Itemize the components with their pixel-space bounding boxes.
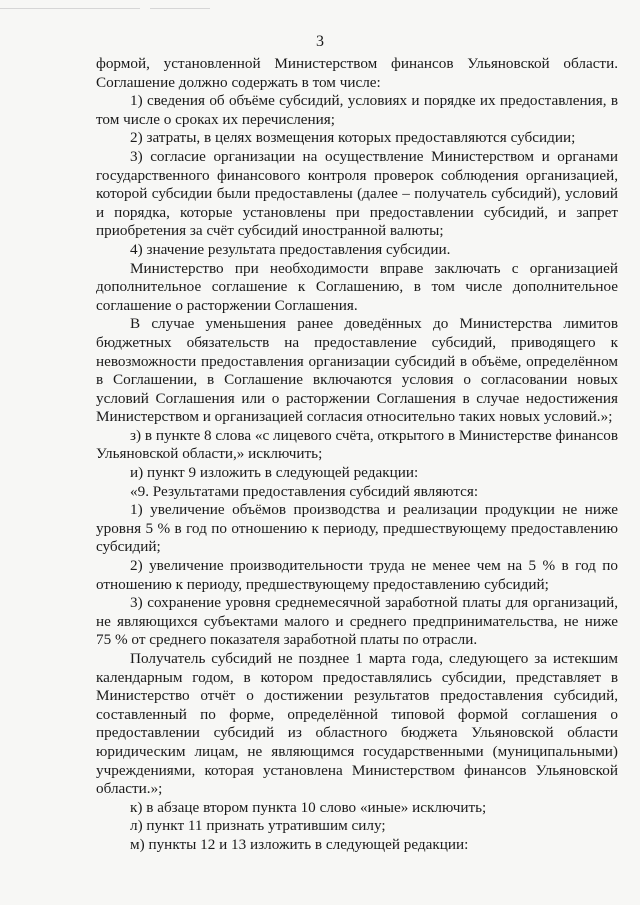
paragraph: к) в абзаце втором пункта 10 слово «иные» исключить; <box>130 798 487 816</box>
paragraph: Получатель субсидий не позднее 1 марта года, следующего за истекшим календарным годом, в котором предоставлялись субсидии, представляет в Министерство отчёт о достижении результатов предоставления субсидий, составленный по форме, определённой типовой формой соглашения о предоставлении субсидий из областного бюджета Ульяновской области юридическим лицам, не являющимся государственными (муниципальными) учреждениями, которая установлена Министерством финансов Ульяновской области.»; <box>96 650 618 798</box>
paragraph: з) в пункте 8 слова «с лицевого счёта, открытого в Министерстве финансов Ульяновской области,» исключить; <box>96 426 618 463</box>
paragraph: Министерство при необходимости вправе заключать с организацией дополнительное соглашение к Соглашению, в том числе дополнительное соглашение о расторжении Соглашения. <box>96 259 618 314</box>
paragraph: В случае уменьшения ранее доведённых до Министерства лимитов бюджетных обязательств на предоставление субсидий, приводящего к невозможности предоставления организации субсидий в объёме, определённом в Соглашении, в Соглашение включаются условия о согласовании новых условий Соглашения или о расторжении Соглашения в случае недостижения Министерством и организацией согласия относительно таких новых условий.»; <box>96 315 618 426</box>
paragraph: формой, установленной Министерством финансов Ульяновской области. Соглашение должно содержать в том числе: <box>96 55 618 91</box>
paragraph: 2) затраты, в целях возмещения которых предоставляются субсидии; <box>130 129 576 147</box>
paragraph: 3) согласие организации на осуществление Министерством и органами государственного финансового контроля проверок соблюдения организацией, которой субсидии были предоставлены (далее – получатель субсидий), условий и порядка, которые установлены при предоставлении субсидий, и запрет приобретения за счёт субсидий иностранной валюты; <box>96 147 618 240</box>
document-body <box>96 55 618 855</box>
paragraph: и) пункт 9 изложить в следующей редакции: <box>130 464 419 482</box>
paragraph: 2) увеличение производительности труда не менее чем на 5 % в год по отношению к периоду, предшествующему предоставлению субсидий; <box>96 557 618 593</box>
paragraph: л) пункт 11 признать утратившим силу; <box>130 817 386 835</box>
paragraph: 3) сохранение уровня среднемесячной заработной платы для организаций, не являющихся субъектами малого и среднего предпринимательства, не ниже 75 % от среднего показателя заработной платы по отрасли. <box>96 594 618 649</box>
paragraph: «9. Результатами предоставления субсидий являются: <box>130 482 479 500</box>
paragraph: 4) значение результата предоставления субсидии. <box>130 240 451 258</box>
scan-artifact-line <box>150 8 210 9</box>
page-number: 3 <box>316 33 324 50</box>
scan-artifact-line <box>0 8 140 9</box>
paragraph: 1) сведения об объёме субсидий, условиях и порядке их предоставления, в том числе о сроках их перечисления; <box>96 92 618 128</box>
paragraph: м) пункты 12 и 13 изложить в следующей редакции: <box>130 835 469 853</box>
paragraph: 1) увеличение объёмов производства и реализации продукции не ниже уровня 5 % в год по отношению к периоду, предшествующему предоставлению субсидий; <box>96 501 618 556</box>
